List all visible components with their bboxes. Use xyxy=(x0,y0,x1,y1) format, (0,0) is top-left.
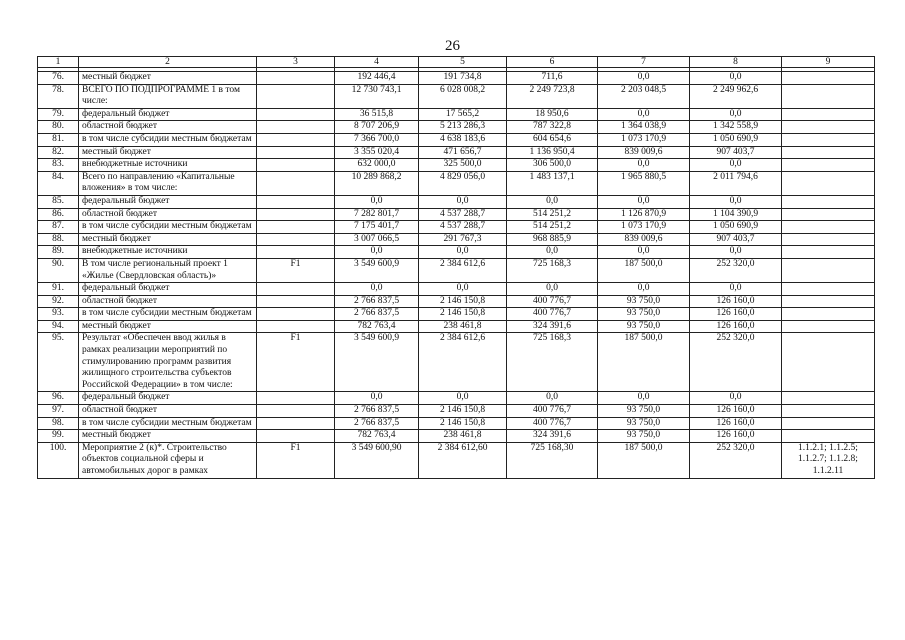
table-row xyxy=(38,246,875,259)
value-col6-cell: 1 483 137,1 xyxy=(507,171,598,195)
value-col6-cell: 400 776,7 xyxy=(507,417,598,430)
item-name-cell: местный бюджет xyxy=(79,146,257,159)
value-col8-cell: 126 160,0 xyxy=(690,308,782,321)
value-col7-cell: 1 364 038,9 xyxy=(598,121,690,134)
project-code-cell xyxy=(257,308,335,321)
value-col7-cell: 1 073 170,9 xyxy=(598,221,690,234)
project-code-cell xyxy=(257,171,335,195)
value-col8-cell: 0,0 xyxy=(690,246,782,259)
item-name-cell: областной бюджет xyxy=(79,405,257,418)
project-code-cell xyxy=(257,392,335,405)
project-code-cell xyxy=(257,195,335,208)
value-col5-cell: 191 734,8 xyxy=(419,72,507,85)
table-row xyxy=(38,146,875,159)
row-number-cell: 81. xyxy=(38,133,79,146)
target-indicators-cell xyxy=(782,121,875,134)
value-total-cell: 10 289 868,2 xyxy=(335,171,419,195)
value-col8-cell: 0,0 xyxy=(690,392,782,405)
value-col6-cell: 306 500,0 xyxy=(507,159,598,172)
row-number-cell: 89. xyxy=(38,246,79,259)
value-col5-cell: 2 146 150,8 xyxy=(419,295,507,308)
table-row xyxy=(38,295,875,308)
value-col8-cell: 2 249 962,6 xyxy=(690,84,782,108)
row-number-cell: 83. xyxy=(38,159,79,172)
value-total-cell: 3 549 600,9 xyxy=(335,333,419,392)
value-total-cell: 7 282 801,7 xyxy=(335,208,419,221)
value-col5-cell: 2 146 150,8 xyxy=(419,308,507,321)
row-number-cell: 80. xyxy=(38,121,79,134)
value-total-cell: 2 766 837,5 xyxy=(335,308,419,321)
item-name-cell: В том числе региональный проект 1 «Жилье (Свердловская область)» xyxy=(79,258,257,282)
value-col7-cell: 93 750,0 xyxy=(598,320,690,333)
table-row xyxy=(38,108,875,121)
target-indicators-cell xyxy=(782,195,875,208)
item-name-cell: областной бюджет xyxy=(79,208,257,221)
header-cell-8: 8 xyxy=(690,57,782,68)
item-name-cell: внебюджетные источники xyxy=(79,246,257,259)
project-code-cell xyxy=(257,233,335,246)
value-total-cell: 7 366 700,0 xyxy=(335,133,419,146)
value-col6-cell: 0,0 xyxy=(507,195,598,208)
value-col8-cell: 1 342 558,9 xyxy=(690,121,782,134)
table-header-row xyxy=(38,57,875,68)
value-col7-cell: 187 500,0 xyxy=(598,333,690,392)
table-body xyxy=(38,57,875,479)
header-cell-1: 1 xyxy=(38,57,79,68)
value-col6-cell: 725 168,3 xyxy=(507,333,598,392)
value-col6-cell: 514 251,2 xyxy=(507,221,598,234)
row-number-cell: 90. xyxy=(38,258,79,282)
project-code-cell xyxy=(257,221,335,234)
value-total-cell: 3 007 066,5 xyxy=(335,233,419,246)
value-col6-cell: 400 776,7 xyxy=(507,405,598,418)
value-total-cell: 0,0 xyxy=(335,392,419,405)
value-col7-cell: 0,0 xyxy=(598,159,690,172)
value-col7-cell: 839 009,6 xyxy=(598,233,690,246)
value-col8-cell: 0,0 xyxy=(690,72,782,85)
value-col8-cell: 0,0 xyxy=(690,283,782,296)
target-indicators-cell xyxy=(782,417,875,430)
project-code-cell xyxy=(257,159,335,172)
target-indicators-cell xyxy=(782,159,875,172)
target-indicators-cell xyxy=(782,208,875,221)
item-name-cell: Всего по направлению «Капитальные вложения» в том числе: xyxy=(79,171,257,195)
target-indicators-cell xyxy=(782,320,875,333)
project-code-cell: F1 xyxy=(257,258,335,282)
value-total-cell: 2 766 837,5 xyxy=(335,405,419,418)
row-number-cell: 85. xyxy=(38,195,79,208)
target-indicators-cell: 1.1.2.1; 1.1.2.5; 1.1.2.7; 1.1.2.8; 1.1.2.11 xyxy=(782,442,875,478)
header-cell-4: 4 xyxy=(335,57,419,68)
value-total-cell: 8 707 206,9 xyxy=(335,121,419,134)
table-row xyxy=(38,283,875,296)
target-indicators-cell xyxy=(782,295,875,308)
table-row xyxy=(38,308,875,321)
value-total-cell: 3 355 020,4 xyxy=(335,146,419,159)
value-col5-cell: 325 500,0 xyxy=(419,159,507,172)
value-col6-cell: 787 322,8 xyxy=(507,121,598,134)
value-col6-cell: 324 391,6 xyxy=(507,430,598,443)
value-col5-cell: 17 565,2 xyxy=(419,108,507,121)
page-number: 26 xyxy=(445,38,460,54)
value-col6-cell: 0,0 xyxy=(507,283,598,296)
value-col5-cell: 2 384 612,6 xyxy=(419,333,507,392)
row-number-cell: 82. xyxy=(38,146,79,159)
header-cell-9: 9 xyxy=(782,57,875,68)
project-code-cell xyxy=(257,246,335,259)
value-col5-cell: 6 028 008,2 xyxy=(419,84,507,108)
table-row xyxy=(38,159,875,172)
table-row xyxy=(38,442,875,478)
value-col8-cell: 1 050 690,9 xyxy=(690,133,782,146)
target-indicators-cell xyxy=(782,405,875,418)
target-indicators-cell xyxy=(782,283,875,296)
project-code-cell: F1 xyxy=(257,442,335,478)
table-row xyxy=(38,258,875,282)
target-indicators-cell xyxy=(782,146,875,159)
value-col6-cell: 0,0 xyxy=(507,246,598,259)
value-col6-cell: 324 391,6 xyxy=(507,320,598,333)
value-col8-cell: 126 160,0 xyxy=(690,417,782,430)
target-indicators-cell xyxy=(782,171,875,195)
value-col7-cell: 1 126 870,9 xyxy=(598,208,690,221)
value-total-cell: 2 766 837,5 xyxy=(335,417,419,430)
value-col5-cell: 0,0 xyxy=(419,195,507,208)
item-name-cell: федеральный бюджет xyxy=(79,195,257,208)
project-code-cell: F1 xyxy=(257,333,335,392)
table-row xyxy=(38,430,875,443)
value-col6-cell: 725 168,30 xyxy=(507,442,598,478)
header-cell-6: 6 xyxy=(507,57,598,68)
header-cell-3: 3 xyxy=(257,57,335,68)
value-col7-cell: 93 750,0 xyxy=(598,417,690,430)
item-name-cell: федеральный бюджет xyxy=(79,392,257,405)
table-row xyxy=(38,208,875,221)
target-indicators-cell xyxy=(782,108,875,121)
value-col6-cell: 2 249 723,8 xyxy=(507,84,598,108)
value-col7-cell: 839 009,6 xyxy=(598,146,690,159)
value-total-cell: 632 000,0 xyxy=(335,159,419,172)
row-number-cell: 87. xyxy=(38,221,79,234)
row-number-cell: 96. xyxy=(38,392,79,405)
project-code-cell xyxy=(257,430,335,443)
row-number-cell: 94. xyxy=(38,320,79,333)
value-col5-cell: 4 829 056,0 xyxy=(419,171,507,195)
target-indicators-cell xyxy=(782,308,875,321)
value-col8-cell: 907 403,7 xyxy=(690,146,782,159)
item-name-cell: внебюджетные источники xyxy=(79,159,257,172)
value-col5-cell: 2 384 612,60 xyxy=(419,442,507,478)
table-row xyxy=(38,133,875,146)
value-col7-cell: 0,0 xyxy=(598,283,690,296)
value-total-cell: 0,0 xyxy=(335,283,419,296)
item-name-cell: местный бюджет xyxy=(79,233,257,246)
item-name-cell: Результат «Обеспечен ввод жилья в рамках реализации мероприятий по стимулированию программ развития жилищного строительства субъектов Российской Федерации» в том числе: xyxy=(79,333,257,392)
project-code-cell xyxy=(257,146,335,159)
project-code-cell xyxy=(257,283,335,296)
table-row xyxy=(38,320,875,333)
target-indicators-cell xyxy=(782,84,875,108)
row-number-cell: 78. xyxy=(38,84,79,108)
item-name-cell: Мероприятие 2 (к)*. Строительство объектов социальной сферы и автомобильных дорог в рамках xyxy=(79,442,257,478)
value-total-cell: 3 549 600,90 xyxy=(335,442,419,478)
header-cell-5: 5 xyxy=(419,57,507,68)
project-code-cell xyxy=(257,417,335,430)
target-indicators-cell xyxy=(782,430,875,443)
value-col7-cell: 0,0 xyxy=(598,246,690,259)
value-total-cell: 12 730 743,1 xyxy=(335,84,419,108)
value-col7-cell: 0,0 xyxy=(598,195,690,208)
value-col6-cell: 604 654,6 xyxy=(507,133,598,146)
target-indicators-cell xyxy=(782,133,875,146)
row-number-cell: 92. xyxy=(38,295,79,308)
row-number-cell: 98. xyxy=(38,417,79,430)
value-col6-cell: 725 168,3 xyxy=(507,258,598,282)
project-code-cell xyxy=(257,121,335,134)
row-number-cell: 91. xyxy=(38,283,79,296)
table-row xyxy=(38,121,875,134)
value-col8-cell: 1 104 390,9 xyxy=(690,208,782,221)
row-number-cell: 95. xyxy=(38,333,79,392)
item-name-cell: местный бюджет xyxy=(79,72,257,85)
table-row xyxy=(38,333,875,392)
value-total-cell: 36 515,8 xyxy=(335,108,419,121)
row-number-cell: 99. xyxy=(38,430,79,443)
value-col5-cell: 2 384 612,6 xyxy=(419,258,507,282)
item-name-cell: местный бюджет xyxy=(79,320,257,333)
value-col5-cell: 238 461,8 xyxy=(419,320,507,333)
value-col6-cell: 0,0 xyxy=(507,392,598,405)
table-row xyxy=(38,233,875,246)
value-col5-cell: 291 767,3 xyxy=(419,233,507,246)
value-col5-cell: 4 638 183,6 xyxy=(419,133,507,146)
value-total-cell: 782 763,4 xyxy=(335,430,419,443)
value-col5-cell: 0,0 xyxy=(419,283,507,296)
value-total-cell: 3 549 600,9 xyxy=(335,258,419,282)
value-col7-cell: 93 750,0 xyxy=(598,405,690,418)
value-col8-cell: 907 403,7 xyxy=(690,233,782,246)
value-total-cell: 2 766 837,5 xyxy=(335,295,419,308)
item-name-cell: местный бюджет xyxy=(79,430,257,443)
value-col8-cell: 0,0 xyxy=(690,108,782,121)
project-code-cell xyxy=(257,208,335,221)
project-code-cell xyxy=(257,72,335,85)
project-code-cell xyxy=(257,84,335,108)
value-col5-cell: 2 146 150,8 xyxy=(419,405,507,418)
value-col7-cell: 0,0 xyxy=(598,72,690,85)
item-name-cell: областной бюджет xyxy=(79,121,257,134)
item-name-cell: федеральный бюджет xyxy=(79,283,257,296)
table-row xyxy=(38,84,875,108)
target-indicators-cell xyxy=(782,221,875,234)
row-number-cell: 79. xyxy=(38,108,79,121)
row-number-cell: 100. xyxy=(38,442,79,478)
value-col8-cell: 2 011 794,6 xyxy=(690,171,782,195)
target-indicators-cell xyxy=(782,333,875,392)
item-name-cell: в том числе субсидии местным бюджетам xyxy=(79,308,257,321)
table-row xyxy=(38,221,875,234)
row-number-cell: 86. xyxy=(38,208,79,221)
item-name-cell: федеральный бюджет xyxy=(79,108,257,121)
value-col6-cell: 968 885,9 xyxy=(507,233,598,246)
project-code-cell xyxy=(257,108,335,121)
value-col8-cell: 252 320,0 xyxy=(690,333,782,392)
value-total-cell: 192 446,4 xyxy=(335,72,419,85)
value-col6-cell: 18 950,6 xyxy=(507,108,598,121)
value-col5-cell: 0,0 xyxy=(419,392,507,405)
project-code-cell xyxy=(257,320,335,333)
value-col7-cell: 0,0 xyxy=(598,108,690,121)
value-col8-cell: 126 160,0 xyxy=(690,295,782,308)
project-code-cell xyxy=(257,133,335,146)
value-col6-cell: 400 776,7 xyxy=(507,308,598,321)
value-col6-cell: 711,6 xyxy=(507,72,598,85)
item-name-cell: в том числе субсидии местным бюджетам xyxy=(79,221,257,234)
target-indicators-cell xyxy=(782,233,875,246)
project-code-cell xyxy=(257,295,335,308)
value-col8-cell: 252 320,0 xyxy=(690,442,782,478)
value-col8-cell: 126 160,0 xyxy=(690,430,782,443)
row-number-cell: 84. xyxy=(38,171,79,195)
project-code-cell xyxy=(257,405,335,418)
value-total-cell: 7 175 401,7 xyxy=(335,221,419,234)
header-cell-7: 7 xyxy=(598,57,690,68)
value-col7-cell: 93 750,0 xyxy=(598,308,690,321)
value-col8-cell: 252 320,0 xyxy=(690,258,782,282)
value-col6-cell: 400 776,7 xyxy=(507,295,598,308)
value-col6-cell: 1 136 950,4 xyxy=(507,146,598,159)
table-row xyxy=(38,171,875,195)
value-col5-cell: 0,0 xyxy=(419,246,507,259)
value-col5-cell: 2 146 150,8 xyxy=(419,417,507,430)
value-col7-cell: 187 500,0 xyxy=(598,258,690,282)
item-name-cell: ВСЕГО ПО ПОДПРОГРАММЕ 1 в том числе: xyxy=(79,84,257,108)
value-col8-cell: 126 160,0 xyxy=(690,320,782,333)
value-col5-cell: 238 461,8 xyxy=(419,430,507,443)
value-total-cell: 0,0 xyxy=(335,246,419,259)
table-row xyxy=(38,405,875,418)
value-col7-cell: 93 750,0 xyxy=(598,295,690,308)
value-col7-cell: 1 965 880,5 xyxy=(598,171,690,195)
value-col5-cell: 471 656,7 xyxy=(419,146,507,159)
target-indicators-cell xyxy=(782,246,875,259)
value-col8-cell: 0,0 xyxy=(690,159,782,172)
row-number-cell: 97. xyxy=(38,405,79,418)
value-col5-cell: 4 537 288,7 xyxy=(419,221,507,234)
item-name-cell: в том числе субсидии местным бюджетам xyxy=(79,133,257,146)
value-col7-cell: 187 500,0 xyxy=(598,442,690,478)
table-row xyxy=(38,392,875,405)
value-col8-cell: 1 050 690,9 xyxy=(690,221,782,234)
value-col7-cell: 2 203 048,5 xyxy=(598,84,690,108)
table-row xyxy=(38,195,875,208)
value-col6-cell: 514 251,2 xyxy=(507,208,598,221)
value-col5-cell: 4 537 288,7 xyxy=(419,208,507,221)
row-number-cell: 88. xyxy=(38,233,79,246)
value-col7-cell: 1 073 170,9 xyxy=(598,133,690,146)
value-total-cell: 782 763,4 xyxy=(335,320,419,333)
value-col7-cell: 93 750,0 xyxy=(598,430,690,443)
value-col8-cell: 126 160,0 xyxy=(690,405,782,418)
value-col8-cell: 0,0 xyxy=(690,195,782,208)
budget-table xyxy=(37,56,875,479)
value-total-cell: 0,0 xyxy=(335,195,419,208)
value-col7-cell: 0,0 xyxy=(598,392,690,405)
table-row xyxy=(38,417,875,430)
row-number-cell: 93. xyxy=(38,308,79,321)
target-indicators-cell xyxy=(782,72,875,85)
value-col5-cell: 5 213 286,3 xyxy=(419,121,507,134)
target-indicators-cell xyxy=(782,258,875,282)
header-cell-2: 2 xyxy=(79,57,257,68)
item-name-cell: областной бюджет xyxy=(79,295,257,308)
item-name-cell: в том числе субсидии местным бюджетам xyxy=(79,417,257,430)
target-indicators-cell xyxy=(782,392,875,405)
table-row xyxy=(38,72,875,85)
row-number-cell: 76. xyxy=(38,72,79,85)
